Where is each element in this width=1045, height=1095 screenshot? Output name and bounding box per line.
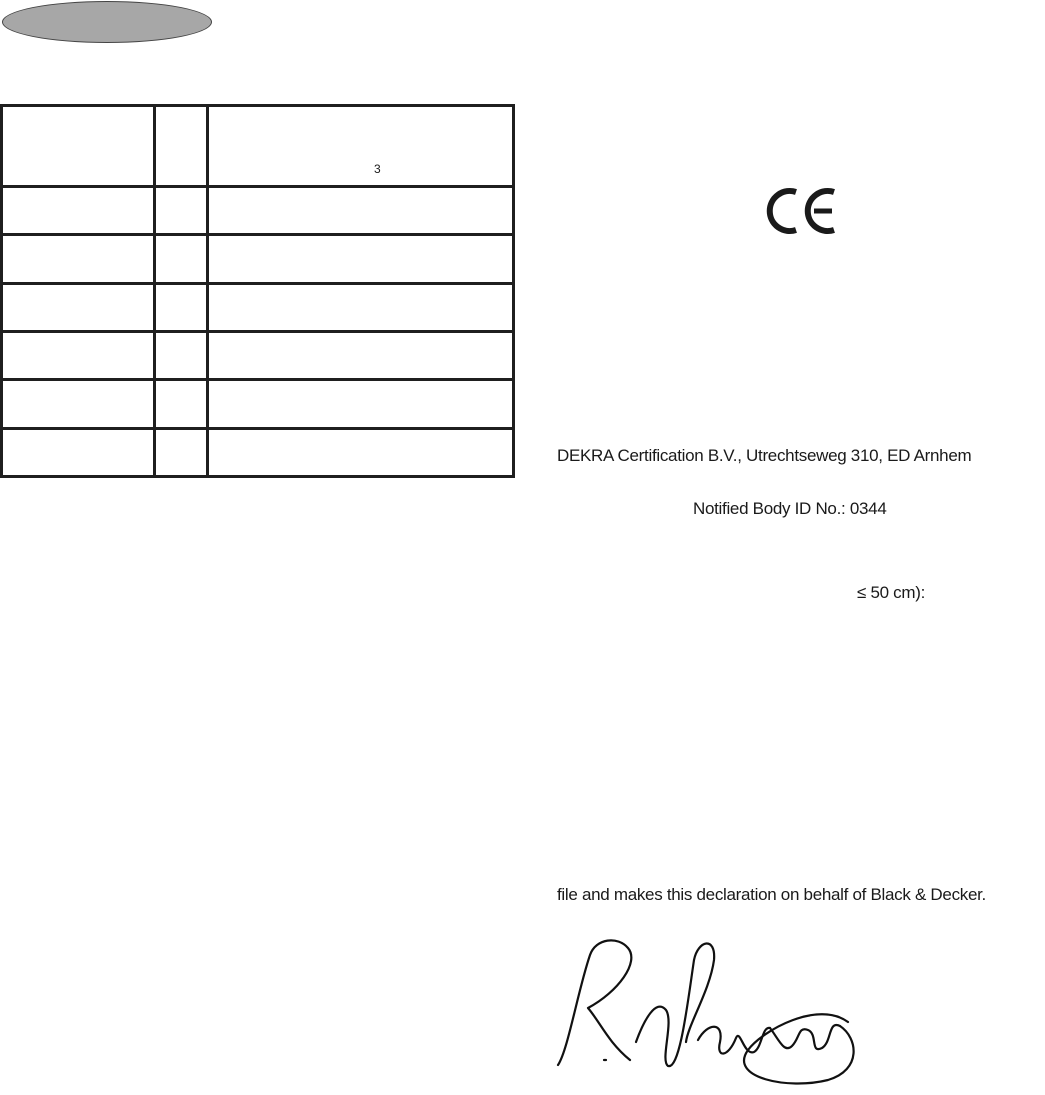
table-row bbox=[2, 187, 514, 235]
table-cell bbox=[155, 428, 208, 476]
table-cell bbox=[208, 332, 514, 380]
table-cell bbox=[2, 187, 155, 235]
table-cell bbox=[155, 235, 208, 283]
table-header-row bbox=[2, 106, 514, 187]
table-row bbox=[2, 380, 514, 428]
table-cell bbox=[2, 332, 155, 380]
table-cell bbox=[208, 187, 514, 235]
table-cell bbox=[2, 380, 155, 428]
handwritten-signature bbox=[548, 930, 868, 1090]
notified-body-address: DEKRA Certification B.V., Utrechtseweg 310, ED Arnhem bbox=[557, 446, 972, 465]
table-cell bbox=[155, 380, 208, 428]
table-cell bbox=[155, 283, 208, 331]
technical-data-table bbox=[0, 104, 515, 478]
table-cell bbox=[2, 235, 155, 283]
exposure-limit-text: ≤ 50 cm): bbox=[857, 583, 926, 602]
language-tab bbox=[2, 1, 212, 43]
table-cell bbox=[2, 283, 155, 331]
table-row bbox=[2, 283, 514, 331]
table-row bbox=[2, 428, 514, 476]
table-cell bbox=[208, 428, 514, 476]
table-cell bbox=[155, 106, 208, 187]
table-cell bbox=[2, 428, 155, 476]
ce-mark-icon bbox=[766, 186, 838, 236]
table-cell bbox=[208, 106, 514, 187]
table-cell bbox=[208, 235, 514, 283]
table-cell bbox=[208, 380, 514, 428]
unit-superscript: 3 bbox=[374, 162, 381, 176]
table-cell bbox=[155, 187, 208, 235]
table-cell bbox=[155, 332, 208, 380]
table-row bbox=[2, 235, 514, 283]
notified-body-id: Notified Body ID No.: 0344 bbox=[693, 499, 887, 518]
declaration-statement: file and makes this declaration on behalf of Black & Decker. bbox=[557, 885, 986, 904]
table-cell bbox=[208, 283, 514, 331]
table-cell bbox=[2, 106, 155, 187]
table-row bbox=[2, 332, 514, 380]
